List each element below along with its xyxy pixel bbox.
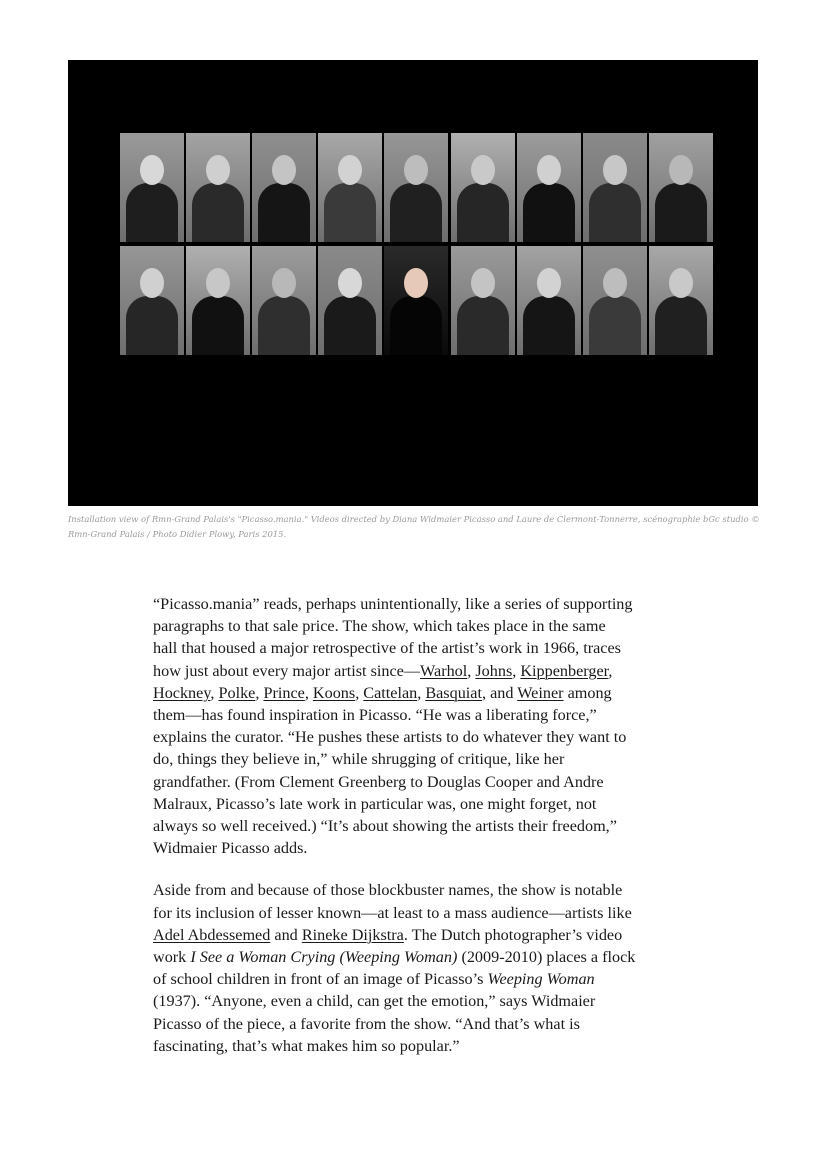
link-polke[interactable]: Polke — [218, 683, 256, 702]
text-line: them—has found inspiration in Picasso. “He was a liberating force,” — [153, 706, 597, 725]
portrait-tile — [649, 133, 713, 242]
text-line: Malraux, Picasso’s late work in particular was, one might forget, not — [153, 794, 597, 813]
text-run: of school children in front of an image of Picasso’s — [153, 970, 488, 989]
work-title: I See a Woman Crying (Weeping Woman) — [190, 948, 458, 967]
separator: , — [304, 683, 313, 702]
link-weiner[interactable]: Weiner — [517, 683, 564, 702]
caption-line: Rmn-Grand Palais / Photo Didier Plowy, Paris 2015. — [68, 529, 287, 539]
portrait-tile — [451, 133, 515, 242]
text-line: Picasso of the piece, a favorite from the show. “And that’s what is — [153, 1014, 580, 1033]
photo-caption — [68, 512, 768, 542]
painting-title: Weeping Woman — [487, 970, 595, 989]
separator: , and — [481, 683, 518, 702]
link-koons[interactable]: Koons — [312, 683, 356, 702]
text-line — [153, 682, 693, 704]
text-line: explains the curator. “He pushes these artists to do whatever they want to — [153, 728, 627, 747]
text-run: and — [270, 925, 302, 944]
article-body — [153, 593, 693, 1077]
text-line — [153, 968, 693, 990]
paragraph — [153, 879, 693, 1057]
portrait-tile — [517, 133, 581, 242]
caption-line: Installation view of Rmn-Grand Palais's "Picasso.mania." Videos directed by Diana Widmaier Picasso and Laure de Clermont-Tonnerre, scénographie bGc studio © — [68, 514, 760, 524]
portrait-tile — [451, 246, 515, 355]
text-line: do, things they believe in,” while shrugging of critique, like her — [153, 750, 565, 769]
portrait-tile — [186, 133, 250, 242]
separator: , — [467, 661, 476, 680]
text-line: hall that housed a major retrospective of the artist’s work in 1966, traces — [153, 639, 621, 658]
text-line: for its inclusion of lesser known—at least to a mass audience—artists like — [153, 903, 632, 922]
link-kippenberger[interactable]: Kippenberger — [520, 661, 609, 680]
text-run: work — [153, 948, 191, 967]
portrait-tile — [583, 133, 647, 242]
text-run: (2009-2010) places a flock — [457, 948, 636, 967]
text-line: fascinating, that’s what makes him so popular.” — [153, 1036, 460, 1055]
text-line: “Picasso.mania” reads, perhaps unintentionally, like a series of supporting — [153, 595, 633, 613]
text-line: (1937). “Anyone, even a child, can get the emotion,” says Widmaier — [153, 992, 596, 1011]
link-prince[interactable]: Prince — [263, 683, 305, 702]
separator: , — [608, 661, 613, 680]
portrait-tile — [318, 246, 382, 355]
link-rineke-dijkstra[interactable]: Rineke Dijkstra — [301, 925, 404, 944]
link-basquiat[interactable]: Basquiat — [425, 683, 482, 702]
text-line — [153, 924, 693, 946]
link-warhol[interactable]: Warhol — [420, 661, 468, 680]
portrait-tile — [517, 246, 581, 355]
link-hockney[interactable]: Hockney — [153, 683, 211, 702]
paragraph — [153, 593, 693, 859]
separator: , — [255, 683, 264, 702]
text-run: how just about every major artist since— — [153, 661, 421, 680]
portrait-tile — [583, 246, 647, 355]
link-adel-abdessemed[interactable]: Adel Abdessemed — [153, 925, 271, 944]
text-line: Widmaier Picasso adds. — [153, 839, 308, 858]
separator: , — [355, 683, 364, 702]
text-line: paragraphs to that sale price. The show, which takes place in the same — [153, 617, 606, 636]
installation-photo — [68, 60, 758, 506]
text-run: among — [563, 683, 612, 702]
portrait-tile — [120, 246, 184, 355]
portrait-tile — [384, 246, 448, 355]
portrait-tile — [252, 246, 316, 355]
portrait-tile — [318, 133, 382, 242]
portrait-grid — [120, 133, 713, 358]
link-cattelan[interactable]: Cattelan — [363, 683, 418, 702]
portrait-tile — [120, 133, 184, 242]
text-run: . The Dutch photographer’s video — [403, 925, 623, 944]
text-line: always so well received.) “It’s about showing the artists their freedom,” — [153, 817, 617, 836]
separator: , — [512, 661, 521, 680]
separator: , — [417, 683, 426, 702]
text-line — [153, 946, 693, 968]
separator: , — [210, 683, 219, 702]
portrait-tile — [186, 246, 250, 355]
link-johns[interactable]: Johns — [475, 661, 513, 680]
text-line: grandfather. (From Clement Greenberg to Douglas Cooper and Andre — [153, 772, 604, 791]
portrait-tile — [384, 133, 448, 242]
portrait-tile — [649, 246, 713, 355]
portrait-tile — [252, 133, 316, 242]
text-line: Aside from and because of those blockbuster names, the show is notable — [153, 881, 623, 900]
text-line — [153, 660, 693, 682]
